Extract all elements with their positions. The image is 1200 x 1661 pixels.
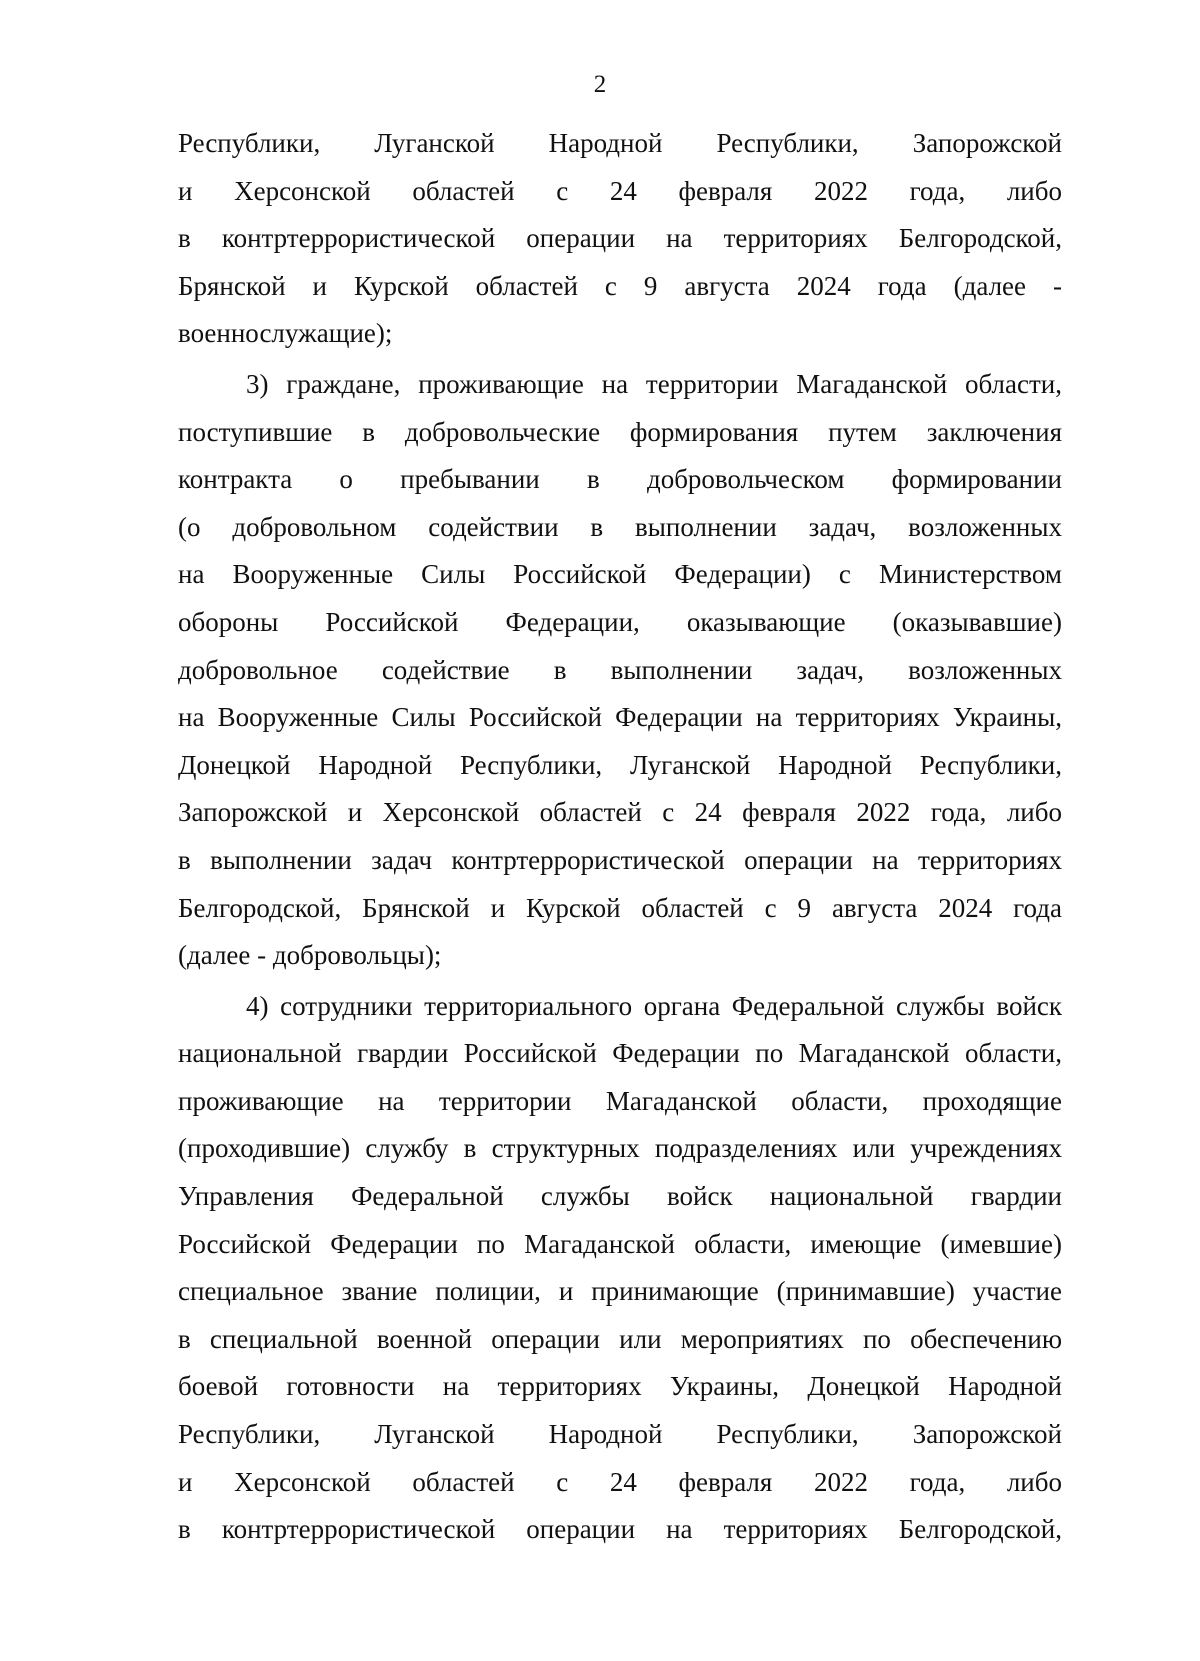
paragraph-item-3 [178,361,1062,980]
text-line: обороны Российской Федерации, оказывающие (оказывавшие) [178,606,1062,637]
text-line: на Вооруженные Силы Российской Федерации) с Министерством [178,559,1062,590]
text-line: в контртеррористической операции на территориях Белгородской, [178,1514,1062,1545]
text-line: военнослужащие); [178,318,393,349]
text-line: специальное звание полиции, и принимающие (принимавшие) участие [178,1276,1062,1307]
text-line: и Херсонской областей с 24 февраля 2022 года, либо [178,175,1062,206]
paragraph-item-4 [178,983,1062,1554]
text-line: (проходившие) службу в структурных подразделениях или учреждениях [178,1133,1062,1164]
paragraph-continuation [178,120,1062,358]
text-line: Запорожской и Херсонской областей с 24 февраля 2022 года, либо [178,797,1062,828]
text-line: (далее - добровольцы); [178,940,442,971]
text-line: Республики, Луганской Народной Республики, Запорожской [178,128,1062,158]
text-line: в выполнении задач контртеррористической операции на территориях [178,844,1062,875]
text-line: Белгородской, Брянской и Курской областей с 9 августа 2024 года [178,892,1062,923]
document-body [178,120,1062,1554]
text-line: 3) граждане, проживающие на территории Магаданской области, [246,368,1062,399]
text-line: 4) сотрудники территориального органа Федеральной службы войск [246,990,1062,1021]
text-line: Управления Федеральной службы войск национальной гвардии [178,1181,1062,1212]
text-line: в контртеррористической операции на территориях Белгородской, [178,223,1062,254]
text-line: и Херсонской областей с 24 февраля 2022 года, либо [178,1466,1062,1497]
text-line: проживающие на территории Магаданской области, проходящие [178,1085,1062,1116]
text-line: на Вооруженные Силы Российской Федерации на территориях Украины, [178,702,1062,733]
text-line: Российской Федерации по Магаданской области, имеющие (имевшие) [178,1228,1062,1259]
text-line: (о добровольном содействии в выполнении задач, возложенных [178,511,1062,542]
text-line: Брянской и Курской областей с 9 августа 2024 года (далее - [178,270,1062,301]
text-line: в специальной военной операции или мероприятиях по обеспечению [178,1323,1062,1354]
text-line: боевой готовности на территориях Украины, Донецкой Народной [178,1371,1062,1402]
page-number: 2 [593,71,607,98]
text-line: Республики, Луганской Народной Республики, Запорожской [178,1419,1062,1450]
text-line: добровольное содействие в выполнении задач, возложенных [178,654,1062,685]
text-line: Донецкой Народной Республики, Луганской Народной Республики, [178,749,1062,780]
text-line: национальной гвардии Российской Федерации по Магаданской области, [178,1038,1062,1069]
text-line: контракта о пребывании в добровольческом формировании [178,464,1062,495]
text-line: поступившие в добровольческие формирования путем заключения [178,416,1062,447]
